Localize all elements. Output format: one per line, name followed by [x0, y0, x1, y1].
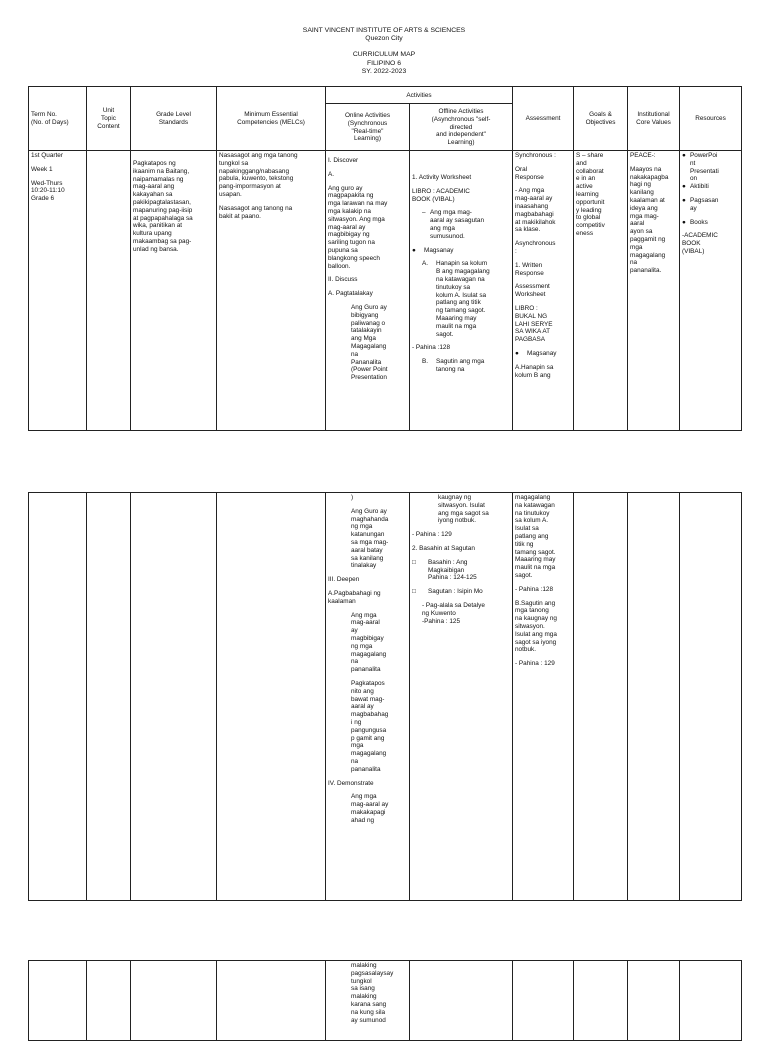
- term-cell: [29, 493, 87, 901]
- offline-libro: LIBRO : ACADEMIC BOOK (VIBAL): [412, 187, 470, 203]
- melcs-cell: [217, 961, 326, 1041]
- offline-magsanay: [412, 247, 510, 255]
- melcs-cell: [217, 151, 326, 431]
- offline-pahina-125: -Pahina : 125: [422, 617, 461, 625]
- basahin-text: Basahin : Ang Magkaibigan Pahina : 124-125: [428, 558, 477, 582]
- resource-text: Books: [690, 218, 708, 226]
- assessment-libro: LIBRO : BUKAL NG LAHI SERYE SA WIKA AT PAGBASA: [515, 304, 553, 344]
- offline-activities-cell: [410, 493, 513, 901]
- unit-cell: [87, 961, 131, 1041]
- discover-a-label: A.: [328, 170, 335, 178]
- assessment-a-text: A.Hanapin sa kolum B ang: [515, 363, 554, 379]
- basahin-sagutan-heading: 2. Basahin at Sagutan: [412, 544, 475, 552]
- quarter-label: 1st Quarter: [31, 152, 63, 159]
- offline-pahina-129: - Pahina : 129: [412, 531, 452, 539]
- assessment-async: Asynchronous :: [515, 240, 556, 255]
- assessment-pahina-128: - Pahina :128: [515, 585, 554, 593]
- melcs-cell: [217, 493, 326, 901]
- assessment-pahina-129: - Pahina : 129: [515, 660, 555, 668]
- discover-heading: I. Discover: [328, 157, 359, 164]
- pagbabahagi-label: A.Pagbabahagi ng kaalaman: [328, 589, 381, 605]
- discuss-heading: II. Discuss: [328, 276, 358, 284]
- col-header-values: Institutional Core Values: [628, 87, 680, 151]
- mag-aaral-text: Ang mga mag-aaral ay magbibigay ng mga magagalang na pananalita: [351, 611, 387, 674]
- online-activities-cell: [326, 961, 410, 1041]
- basahin-item: [412, 559, 510, 582]
- resources-cell: [680, 961, 742, 1041]
- bullet-marker: ●: [515, 349, 519, 357]
- close-paren: ): [351, 494, 354, 501]
- offline-pahina-128: - Pahina :128: [412, 344, 451, 352]
- school-name: SAINT VINCENT INSTITUTE OF ARTS & SCIENCES: [302, 27, 466, 34]
- offline-activities-cell: [410, 151, 513, 431]
- unit-cell: [87, 151, 131, 431]
- term-cell: [29, 151, 87, 431]
- demonstrate-text: Ang mga mag-aaral ay makakapagi ahad ng: [351, 793, 389, 824]
- values-text: Maayos na nakakapagba hagi ng kanilang kaalaman at ideya ang mga mag- aaral ayon sa paggamit ng mga magagalang na pananalita.: [630, 165, 669, 275]
- col-header-activities: Activities: [326, 87, 513, 104]
- standards-text: Pagkatapos ng ikaanim na Baitang, naipamamalas ng mag-aaral ang kakayahan sa pakikipagtalastasan, mapanuring pag-iisip at pagpapahalaga sa wika, panitikan at kultura upang makaambag sa pag- unlad ng bansa.: [133, 160, 193, 253]
- goals-cell: [574, 151, 628, 431]
- bullet-marker: ●: [682, 218, 686, 226]
- schedule-label: Wed-Thurs 10:20-11:10 Grade 6: [31, 179, 65, 203]
- resource-academic-book: -ACADEMIC BOOK (VIBAL): [682, 232, 718, 255]
- melc-1: Nasasagot ang mga tanong tungkol sa napakinggang/nabasang pabula, kuwento, tekstong pang-impormasyon at usapan.: [219, 152, 298, 198]
- assessment-continued-text: magagalang na katawagan na tinutukoy sa kolum A. Isulat sa patlang ang titik ng tamang sagot. Maaaring may maulit na mga sagot.: [515, 494, 556, 579]
- school-year: SY. 2022-2023: [361, 67, 407, 75]
- subject-name: FILIPINO 6: [367, 59, 401, 67]
- kaugnay-text: kaugnay ng sitwasyon. Isulat ang mga sagot sa iyong notbuk.: [438, 494, 489, 525]
- assessment-oral-text: - Ang mga mag-aaral ay inaasahang magbabahagi at makikilahok sa klase.: [515, 187, 556, 234]
- pag-alala-text: - Pag-alala sa Detalye ng Kuwento: [422, 601, 485, 617]
- item-a-text: Hanapin sa kolum B ang magagalang na katawagan na tinutukoy sa kolum A. Isulat sa patlang ang titik ng tamang sagot. Maaaring may maulit na mga sagot.: [436, 260, 490, 338]
- col-header-assessment: Assessment: [513, 87, 574, 151]
- bullet-marker: ●: [682, 183, 686, 191]
- resource-item: [682, 152, 739, 183]
- offline-item-a: [412, 260, 510, 338]
- melc-2: Nasasagot ang tanong na bakit at paano.: [219, 204, 293, 220]
- values-peace: PEACE-:: [630, 152, 656, 159]
- sagutan-text: Sagutan : Isipin Mo: [428, 588, 483, 596]
- resource-text: PowerPoi nt Presentati on: [690, 152, 719, 183]
- values-cell: [628, 961, 680, 1041]
- discover-a-text: Ang guro ay magpapakita ng mga larawan na may mga kalakip na sitwasyon. Ang mga mag-aaral ay magbibigay ng sariling tugon na pupuna sa blangkong speech balloon.: [328, 184, 388, 270]
- unit-cell: [87, 493, 131, 901]
- curriculum-map-table-page-1: [28, 86, 742, 431]
- assessment-worksheet: Assessment Worksheet: [515, 283, 550, 299]
- assessment-cell: [513, 961, 574, 1041]
- pagtatalakay-text: Ang Guro ay bibigyang paliwanag o tatalakayin ang Mga Magagalang na Pananalita (Power Point Presentation: [351, 303, 388, 382]
- col-header-melcs: Minimum Essential Competencies (MELCs): [217, 87, 326, 151]
- pagtatalakay-label: A. Pagtatalakay: [328, 290, 373, 298]
- item-b-text: Sagutin ang mga tanong na: [436, 358, 485, 373]
- col-header-online: Online Activities (Synchronous "Real-time" Learning): [326, 104, 410, 151]
- pagkatapos-text: Pagkatapos nito ang bawat mag- aaral ay magbabahag i ng pangungusa p gamit ang mga magagalang na pananalita: [351, 679, 389, 773]
- assessment-oral: Oral Response: [515, 165, 544, 181]
- resource-item: [682, 183, 739, 191]
- standards-cell: [131, 151, 217, 431]
- term-cell: [29, 961, 87, 1041]
- week-label: Week 1: [31, 165, 53, 173]
- school-city: Quezon City: [365, 35, 403, 43]
- document-title: CURRICULUM MAP: [352, 51, 416, 59]
- col-header-unit: Unit Topic Content: [87, 87, 131, 151]
- deepen-heading: III. Deepen: [328, 576, 360, 584]
- assessment-magsanay: [515, 350, 571, 358]
- guro-text: Ang Guro ay maghahanda ng mga katanungan sa mga mag- aaral batay sa kanilang tinalakay: [351, 507, 389, 570]
- checkbox-marker: □: [412, 588, 416, 596]
- curriculum-map-table-page-3: [28, 960, 742, 1041]
- offline-dash-item: [412, 209, 510, 240]
- values-cell: [628, 493, 680, 901]
- checkbox-marker: □: [412, 558, 416, 566]
- resources-cell: [680, 493, 742, 901]
- values-cell: [628, 151, 680, 431]
- col-header-standards: Grade Level Standards: [131, 87, 217, 151]
- continued-online-text: malaking pagsasalaysay tungkol sa isang malaking karana sang na kung sila ay sumunod: [351, 962, 394, 1024]
- dash-item-text: Ang mga mag- aaral ay sasagutan ang mga sumusunod.: [430, 209, 485, 240]
- bullet-marker: ●: [682, 196, 686, 204]
- resource-item: [682, 219, 739, 227]
- online-activities-cell: [326, 493, 410, 901]
- item-b-label: B.: [422, 358, 429, 366]
- activity-worksheet: 1. Activity Worksheet: [412, 174, 472, 181]
- online-activities-cell: [326, 151, 410, 431]
- goals-cell: [574, 961, 628, 1041]
- col-header-offline: Offline Activities (Asynchronous "self- directed and independent" Learning): [410, 104, 513, 151]
- resource-item: [682, 197, 739, 213]
- standards-cell: [131, 493, 217, 901]
- resources-cell: [680, 151, 742, 431]
- item-a-label: A.: [422, 260, 429, 268]
- assessment-cell: [513, 151, 574, 431]
- assessment-sync: Synchronous :: [515, 152, 556, 159]
- offline-activities-cell: [410, 961, 513, 1041]
- sagutan-item: [412, 588, 510, 596]
- col-header-term: Term No. (No. of Days): [29, 87, 87, 151]
- curriculum-map-table-page-2: [28, 492, 742, 901]
- col-header-goals: Goals & Objectives: [574, 87, 628, 151]
- resource-text: Pagsasan ay: [690, 196, 719, 212]
- magsanay-text: Magsanay: [527, 349, 557, 357]
- demonstrate-heading: IV. Demonstrate: [328, 779, 374, 787]
- assessment-cell: [513, 493, 574, 901]
- assessment-b-text: B.Sagutin ang mga tanong na kaugnay ng sitwasyon. Isulat ang mga sagot sa iyong notbuk.: [515, 599, 557, 654]
- dash-marker: –: [422, 209, 426, 217]
- offline-item-b: [412, 358, 510, 374]
- col-header-resources: Resources: [680, 87, 742, 151]
- bullet-marker: ●: [682, 152, 686, 159]
- assessment-written: 1. Written Response: [515, 261, 544, 277]
- goals-cell: [574, 493, 628, 901]
- resource-text: Aktibiti: [690, 183, 709, 191]
- magsanay-text: Magsanay: [424, 246, 454, 254]
- standards-cell: [131, 961, 217, 1041]
- goals-text: S – share and collaborat e in an active learning opportunit y leading to global competitiv eness: [576, 152, 605, 237]
- bullet-marker: ●: [412, 246, 416, 254]
- document-header: [0, 27, 768, 76]
